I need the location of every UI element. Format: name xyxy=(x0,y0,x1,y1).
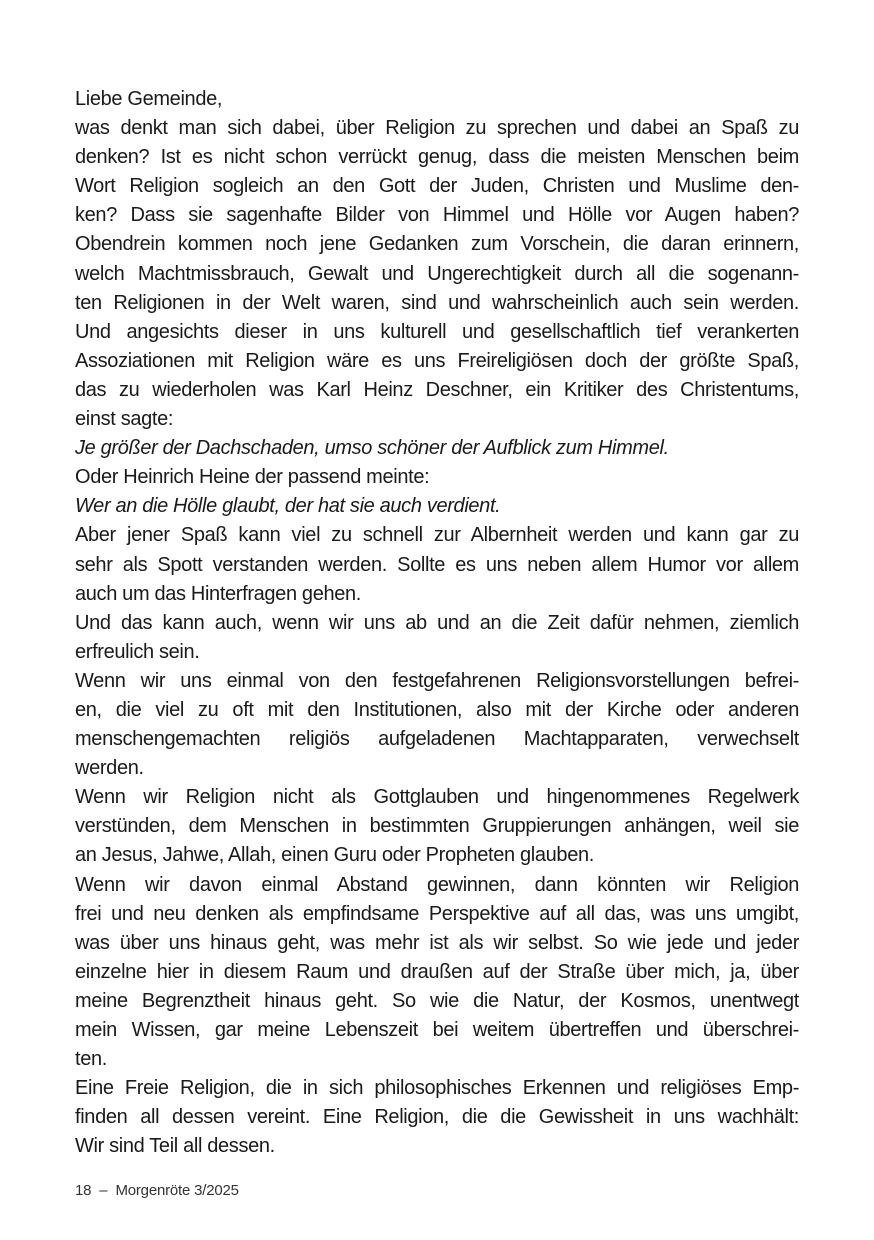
text-line: Aber jener Spaß kann viel zu schnell zur Albernheit werden und kann gar zu xyxy=(75,524,799,547)
text-line: auch um das Hinterfragen gehen. xyxy=(75,582,362,605)
text-line: verstünden, dem Menschen in bestimmten Gruppierungen anhängen, weil sie xyxy=(75,815,799,838)
text-line: einst sagte: xyxy=(75,408,174,431)
text-line: Und das kann auch, wenn wir uns ab und an die Zeit dafür nehmen, ziemlich xyxy=(75,611,799,634)
publication-title: Morgenröte 3/2025 xyxy=(115,1182,239,1199)
footer-separator: – xyxy=(99,1182,108,1199)
text-line: an Jesus, Jahwe, Allah, einen Guru oder Propheten glauben. xyxy=(75,844,594,867)
text-line: meine Begrenztheit hinaus geht. So wie die Natur, der Kosmos, unentwegt xyxy=(75,989,799,1012)
text-line: werden. xyxy=(75,757,144,780)
text-line: mein Wissen, gar meine Lebenszeit bei weitem übertreffen und überschrei- xyxy=(75,1019,799,1041)
quote-line: Je größer der Dachschaden, umso schöner der Aufblick zum Himmel. xyxy=(75,437,669,460)
page-number: 18 xyxy=(75,1182,92,1199)
text-line: Wort Religion sogleich an den Gott der Juden, Christen und Muslime den- xyxy=(75,175,799,198)
body-text xyxy=(75,85,799,1161)
text-line: Und angesichts dieser in uns kulturell und gesellschaftlich tief verankerten xyxy=(75,320,799,343)
text-line: erfreulich sein. xyxy=(75,640,200,663)
quote-line: Wer an die Hölle glaubt, der hat sie auch verdient. xyxy=(75,495,501,518)
text-line: Assoziationen mit Religion wäre es uns Freireligiösen doch der größte Spaß, xyxy=(75,349,799,372)
text-line: Wenn wir uns einmal von den festgefahrenen Religionsvorstellungen befrei- xyxy=(75,669,799,692)
text-line: Wenn wir davon einmal Abstand gewinnen, dann könnten wir Religion xyxy=(75,873,799,896)
text-line: frei und neu denken als empfindsame Perspektive auf all das, was uns umgibt, xyxy=(75,902,799,925)
text-line: was denkt man sich dabei, über Religion zu sprechen und dabei an Spaß zu xyxy=(75,117,799,140)
text-line: Eine Freie Religion, die in sich philosophisches Erkennen und religiöses Emp- xyxy=(75,1077,799,1100)
text-line: denken? Ist es nicht schon verrückt genug, dass die meisten Menschen beim xyxy=(75,146,799,169)
text-line: das zu wiederholen was Karl Heinz Deschner, ein Kritiker des Christentums, xyxy=(75,378,799,401)
text-line: was über uns hinaus geht, was mehr ist als wir selbst. So wie jede und jeder xyxy=(75,931,799,954)
text-line: ken? Dass sie sagenhafte Bilder von Himmel und Hölle vor Augen haben? xyxy=(75,204,799,227)
text-line: einzelne hier in diesem Raum und draußen auf der Straße über mich, ja, über xyxy=(75,960,799,983)
text-line: ten. xyxy=(75,1048,107,1071)
text-line: welch Machtmissbrauch, Gewalt und Ungerechtigkeit durch all die sogenann- xyxy=(75,262,799,285)
text-line: en, die viel zu oft mit den Institutionen, also mit der Kirche oder anderen xyxy=(75,698,799,721)
text-line: Wir sind Teil all dessen. xyxy=(75,1135,275,1158)
text-line: menschengemachten religiös aufgeladenen Machtapparaten, verwechselt xyxy=(75,728,799,751)
text-line: Oder Heinrich Heine der passend meinte: xyxy=(75,466,430,489)
text-line: ten Religionen in der Welt waren, sind und wahrscheinlich auch sein werden. xyxy=(75,291,799,314)
text-line: sehr als Spott verstanden werden. Sollte es uns neben allem Humor vor allem xyxy=(75,553,799,576)
text-line: Liebe Gemeinde, xyxy=(75,88,223,110)
text-line: Obendrein kommen noch jene Gedanken zum Vorschein, die daran erinnern, xyxy=(75,233,799,256)
text-line: Wenn wir Religion nicht als Gottglauben und hingenommenes Regelwerk xyxy=(75,786,799,809)
page-footer xyxy=(75,1182,239,1199)
text-line: finden all dessen vereint. Eine Religion, die die Gewissheit in uns wachhält: xyxy=(75,1106,799,1129)
